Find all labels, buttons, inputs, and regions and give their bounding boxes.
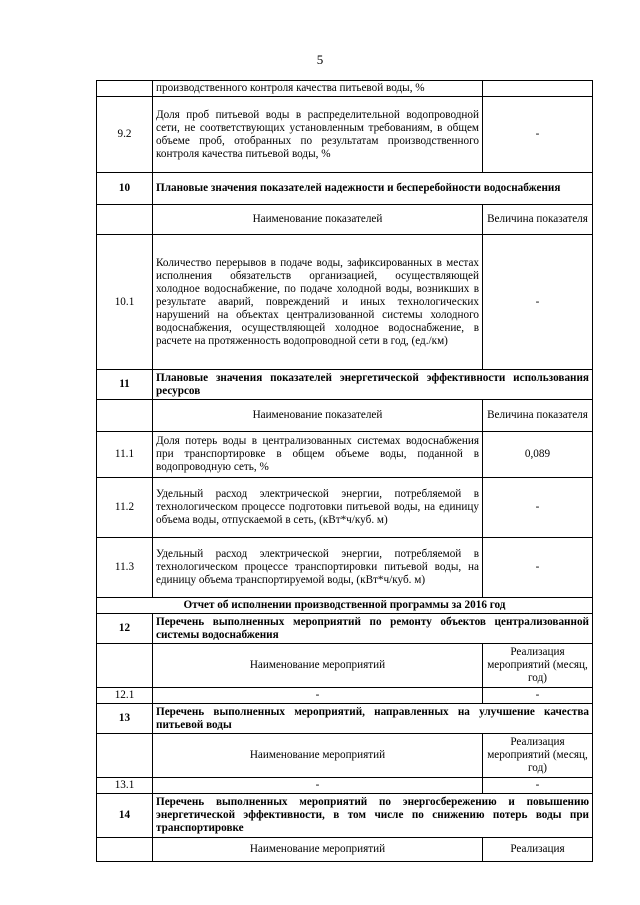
- row-value: -: [483, 478, 593, 538]
- header-row: [97, 205, 593, 235]
- table-row: [97, 478, 593, 538]
- section-title: Перечень выполненных мероприятий по энергосбережению и повышению энергетической эффективности, в том числе по снижению потерь воды при транспортировке: [153, 794, 593, 838]
- row-text: производственного контроля качества питьевой воды, %: [153, 81, 483, 97]
- section-number: 10: [97, 173, 153, 205]
- column-header-value: Величина показателя: [483, 205, 593, 235]
- header-row: [97, 644, 593, 688]
- row-number: [97, 205, 153, 235]
- column-header-name: Наименование мероприятий: [153, 734, 483, 778]
- row-number: [97, 81, 153, 97]
- section-title: Плановые значения показателей надежности и бесперебойности водоснабжения: [153, 173, 593, 205]
- column-header-value: Реализация мероприятий (месяц, год): [483, 644, 593, 688]
- column-header-name: Наименование показателей: [153, 400, 483, 432]
- table-row: [97, 688, 593, 704]
- header-row: [97, 838, 593, 862]
- row-number: 11.1: [97, 432, 153, 478]
- section-number: 14: [97, 794, 153, 838]
- column-header-name: Наименование показателей: [153, 205, 483, 235]
- section-row: [97, 370, 593, 400]
- indicators-table: [96, 80, 593, 862]
- section-title: Плановые значения показателей энергетической эффективности использования ресурсов: [153, 370, 593, 400]
- row-value: -: [483, 235, 593, 370]
- table-row: [97, 97, 593, 173]
- row-number: [97, 644, 153, 688]
- row-text: Удельный расход электрической энергии, потребляемой в технологическом процессе транспортировки питьевой воды, на единицу объема транспортируемой воды, (кВт*ч/куб. м): [153, 538, 483, 598]
- column-header-name: Наименование мероприятий: [153, 838, 483, 862]
- report-row: [97, 598, 593, 614]
- row-text: Удельный расход электрической энергии, потребляемой в технологическом процессе подготовки питьевой воды, на единицу объема воды, отпускаемой в сеть, (кВт*ч/куб. м): [153, 478, 483, 538]
- row-number: 11.3: [97, 538, 153, 598]
- row-value: 0,089: [483, 432, 593, 478]
- row-text: Доля проб питьевой воды в распределительной водопроводной сети, не соответствующих установленным требованиям, в общем объеме проб, отобранных по результатам производственного контроля качества питьевой воды, %: [153, 97, 483, 173]
- row-text: Количество перерывов в подаче воды, зафиксированных в местах исполнения обязательств организацией, осуществляющей холодное водоснабжение, по подаче холодной воды, возникших в результате аварий, повреждений и иных технологических нарушений на объектах централизованной системы холодного водоснабжения, осуществляющей холодное водоснабжение, в расчете на протяженность водопроводной сети в год, (ед./км): [153, 235, 483, 370]
- row-number: 12.1: [97, 688, 153, 704]
- page-number: 5: [316, 52, 324, 67]
- row-value: -: [483, 688, 593, 704]
- row-value: -: [483, 778, 593, 794]
- table-row: [97, 778, 593, 794]
- section-title: Перечень выполненных мероприятий по ремонту объектов централизованной системы водоснабжения: [153, 614, 593, 644]
- section-number: 12: [97, 614, 153, 644]
- row-text: Доля потерь воды в централизованных системах водоснабжения при транспортировке в общем объеме воды, поданной в водопроводную сеть, %: [153, 432, 483, 478]
- header-row: [97, 734, 593, 778]
- column-header-value: Величина показателя: [483, 400, 593, 432]
- section-row: [97, 704, 593, 734]
- section-row: [97, 173, 593, 205]
- table-row: [97, 81, 593, 97]
- row-number: 13.1: [97, 778, 153, 794]
- row-number: [97, 838, 153, 862]
- column-header-value: Реализация: [483, 838, 593, 862]
- row-number: 10.1: [97, 235, 153, 370]
- row-number: [97, 400, 153, 432]
- row-value: -: [483, 538, 593, 598]
- row-value: [483, 81, 593, 97]
- header-row: [97, 400, 593, 432]
- row-number: 11.2: [97, 478, 153, 538]
- row-value: -: [483, 97, 593, 173]
- row-number: 9.2: [97, 97, 153, 173]
- section-number: 11: [97, 370, 153, 400]
- table-row: [97, 432, 593, 478]
- column-header-value: Реализация мероприятий (месяц, год): [483, 734, 593, 778]
- report-title: Отчет об исполнении производственной программы за 2016 год: [97, 598, 593, 614]
- row-text: -: [153, 778, 483, 794]
- table-row: [97, 235, 593, 370]
- section-title: Перечень выполненных мероприятий, направленных на улучшение качества питьевой воды: [153, 704, 593, 734]
- section-number: 13: [97, 704, 153, 734]
- table-row: [97, 538, 593, 598]
- column-header-name: Наименование мероприятий: [153, 644, 483, 688]
- section-row: [97, 794, 593, 838]
- row-number: [97, 734, 153, 778]
- section-row: [97, 614, 593, 644]
- row-text: -: [153, 688, 483, 704]
